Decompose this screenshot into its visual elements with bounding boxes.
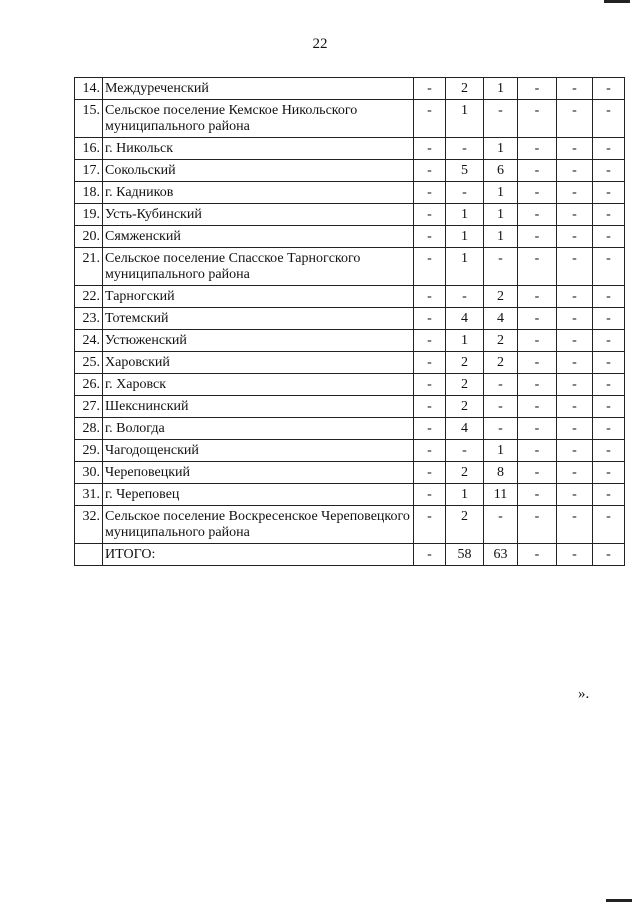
row-name: ИТОГО: bbox=[103, 544, 414, 566]
row-col-6: - bbox=[593, 226, 625, 248]
row-col-1: - bbox=[414, 352, 446, 374]
row-col-6: - bbox=[593, 418, 625, 440]
row-col-6: - bbox=[593, 248, 625, 286]
row-name: Харовский bbox=[103, 352, 414, 374]
row-name: Тотемский bbox=[103, 308, 414, 330]
row-col-4: - bbox=[518, 374, 557, 396]
row-col-1: - bbox=[414, 506, 446, 544]
row-col-4: - bbox=[518, 78, 557, 100]
row-col-5: - bbox=[557, 462, 593, 484]
table-row bbox=[75, 506, 625, 544]
row-col-4: - bbox=[518, 160, 557, 182]
row-col-6: - bbox=[593, 100, 625, 138]
row-col-2: 5 bbox=[446, 160, 484, 182]
row-col-2: - bbox=[446, 182, 484, 204]
row-col-4: - bbox=[518, 100, 557, 138]
row-col-5: - bbox=[557, 182, 593, 204]
row-number: 17. bbox=[75, 160, 103, 182]
row-number bbox=[75, 544, 103, 566]
row-col-1: - bbox=[414, 418, 446, 440]
row-col-4: - bbox=[518, 484, 557, 506]
row-col-5: - bbox=[557, 374, 593, 396]
row-col-3: 6 bbox=[484, 160, 518, 182]
row-name: Междуреченский bbox=[103, 78, 414, 100]
row-col-3: - bbox=[484, 374, 518, 396]
row-col-3: 1 bbox=[484, 78, 518, 100]
row-col-2: 1 bbox=[446, 248, 484, 286]
row-number: 22. bbox=[75, 286, 103, 308]
row-col-6: - bbox=[593, 374, 625, 396]
row-col-5: - bbox=[557, 160, 593, 182]
row-col-4: - bbox=[518, 182, 557, 204]
row-col-6: - bbox=[593, 544, 625, 566]
table-row bbox=[75, 100, 625, 138]
row-number: 16. bbox=[75, 138, 103, 160]
row-name: Сельское поселение Спасское Тарногского муниципального района bbox=[103, 248, 414, 286]
row-col-4: - bbox=[518, 440, 557, 462]
row-name: Шекснинский bbox=[103, 396, 414, 418]
row-col-1: - bbox=[414, 484, 446, 506]
row-name: Сельское поселение Воскресенское Череповецкого муниципального района bbox=[103, 506, 414, 544]
row-col-2: 2 bbox=[446, 374, 484, 396]
row-col-6: - bbox=[593, 182, 625, 204]
row-col-5: - bbox=[557, 440, 593, 462]
table-row bbox=[75, 204, 625, 226]
row-name: Череповецкий bbox=[103, 462, 414, 484]
row-col-5: - bbox=[557, 352, 593, 374]
table-row bbox=[75, 138, 625, 160]
row-name: Чагодощенский bbox=[103, 440, 414, 462]
row-col-2: 1 bbox=[446, 484, 484, 506]
row-col-3: 2 bbox=[484, 352, 518, 374]
row-col-4: - bbox=[518, 308, 557, 330]
table-row bbox=[75, 78, 625, 100]
table-row bbox=[75, 286, 625, 308]
row-col-5: - bbox=[557, 418, 593, 440]
row-name: г. Череповец bbox=[103, 484, 414, 506]
row-col-4: - bbox=[518, 330, 557, 352]
row-number: 21. bbox=[75, 248, 103, 286]
row-name: Тарногский bbox=[103, 286, 414, 308]
row-col-6: - bbox=[593, 286, 625, 308]
row-col-3: 1 bbox=[484, 182, 518, 204]
row-number: 18. bbox=[75, 182, 103, 204]
row-col-4: - bbox=[518, 462, 557, 484]
row-col-6: - bbox=[593, 484, 625, 506]
row-col-6: - bbox=[593, 396, 625, 418]
row-col-2: 1 bbox=[446, 100, 484, 138]
row-number: 26. bbox=[75, 374, 103, 396]
row-col-4: - bbox=[518, 286, 557, 308]
row-col-1: - bbox=[414, 440, 446, 462]
table-row bbox=[75, 330, 625, 352]
row-number: 25. bbox=[75, 352, 103, 374]
row-col-5: - bbox=[557, 506, 593, 544]
row-col-6: - bbox=[593, 204, 625, 226]
row-col-5: - bbox=[557, 396, 593, 418]
table-row bbox=[75, 160, 625, 182]
row-col-4: - bbox=[518, 226, 557, 248]
row-number: 24. bbox=[75, 330, 103, 352]
row-col-2: 2 bbox=[446, 506, 484, 544]
row-col-5: - bbox=[557, 204, 593, 226]
row-number: 14. bbox=[75, 78, 103, 100]
row-col-6: - bbox=[593, 160, 625, 182]
row-number: 19. bbox=[75, 204, 103, 226]
row-col-1: - bbox=[414, 462, 446, 484]
row-col-3: 4 bbox=[484, 308, 518, 330]
row-col-2: 4 bbox=[446, 308, 484, 330]
table-row bbox=[75, 374, 625, 396]
row-col-3: 2 bbox=[484, 286, 518, 308]
row-col-3: - bbox=[484, 418, 518, 440]
table-row bbox=[75, 182, 625, 204]
row-col-2: 1 bbox=[446, 330, 484, 352]
row-col-4: - bbox=[518, 396, 557, 418]
row-col-5: - bbox=[557, 308, 593, 330]
data-table bbox=[74, 77, 625, 566]
row-col-3: 1 bbox=[484, 204, 518, 226]
row-col-2: - bbox=[446, 286, 484, 308]
row-col-3: 11 bbox=[484, 484, 518, 506]
row-col-5: - bbox=[557, 138, 593, 160]
row-col-2: 1 bbox=[446, 204, 484, 226]
row-number: 27. bbox=[75, 396, 103, 418]
row-col-5: - bbox=[557, 484, 593, 506]
row-name: Сельское поселение Кемское Никольского муниципального района bbox=[103, 100, 414, 138]
row-col-4: - bbox=[518, 204, 557, 226]
row-name: г. Харовск bbox=[103, 374, 414, 396]
row-col-6: - bbox=[593, 462, 625, 484]
table-row bbox=[75, 418, 625, 440]
row-col-3: 1 bbox=[484, 440, 518, 462]
row-col-1: - bbox=[414, 226, 446, 248]
row-col-1: - bbox=[414, 544, 446, 566]
row-col-1: - bbox=[414, 286, 446, 308]
row-col-1: - bbox=[414, 374, 446, 396]
row-name: г. Кадников bbox=[103, 182, 414, 204]
row-col-1: - bbox=[414, 182, 446, 204]
row-col-6: - bbox=[593, 330, 625, 352]
row-number: 31. bbox=[75, 484, 103, 506]
row-col-6: - bbox=[593, 352, 625, 374]
table-row bbox=[75, 308, 625, 330]
row-col-2: 2 bbox=[446, 462, 484, 484]
table-row bbox=[75, 440, 625, 462]
table-row bbox=[75, 484, 625, 506]
row-col-4: - bbox=[518, 352, 557, 374]
table-row bbox=[75, 544, 625, 566]
row-col-3: 8 bbox=[484, 462, 518, 484]
row-col-1: - bbox=[414, 308, 446, 330]
row-number: 20. bbox=[75, 226, 103, 248]
row-col-5: - bbox=[557, 226, 593, 248]
row-col-1: - bbox=[414, 330, 446, 352]
page-number: 22 bbox=[312, 36, 328, 52]
row-col-3: - bbox=[484, 100, 518, 138]
row-col-3: - bbox=[484, 396, 518, 418]
row-col-4: - bbox=[518, 248, 557, 286]
row-col-1: - bbox=[414, 78, 446, 100]
row-number: 30. bbox=[75, 462, 103, 484]
row-col-5: - bbox=[557, 100, 593, 138]
table-row bbox=[75, 248, 625, 286]
closing-quote: ». bbox=[578, 686, 590, 702]
row-col-3: - bbox=[484, 248, 518, 286]
row-col-3: 1 bbox=[484, 226, 518, 248]
row-name: г. Никольск bbox=[103, 138, 414, 160]
row-col-2: 58 bbox=[446, 544, 484, 566]
row-number: 15. bbox=[75, 100, 103, 138]
row-col-4: - bbox=[518, 506, 557, 544]
row-col-2: - bbox=[446, 440, 484, 462]
row-col-6: - bbox=[593, 78, 625, 100]
row-number: 28. bbox=[75, 418, 103, 440]
row-col-5: - bbox=[557, 78, 593, 100]
row-col-2: 2 bbox=[446, 78, 484, 100]
row-col-5: - bbox=[557, 286, 593, 308]
row-col-6: - bbox=[593, 506, 625, 544]
row-col-3: 2 bbox=[484, 330, 518, 352]
row-name: Устюженский bbox=[103, 330, 414, 352]
row-col-4: - bbox=[518, 544, 557, 566]
row-col-1: - bbox=[414, 396, 446, 418]
row-col-2: 4 bbox=[446, 418, 484, 440]
row-col-1: - bbox=[414, 160, 446, 182]
row-col-6: - bbox=[593, 440, 625, 462]
row-col-5: - bbox=[557, 248, 593, 286]
table-row bbox=[75, 396, 625, 418]
row-col-6: - bbox=[593, 138, 625, 160]
row-col-1: - bbox=[414, 248, 446, 286]
row-number: 29. bbox=[75, 440, 103, 462]
row-col-4: - bbox=[518, 418, 557, 440]
row-name: Сямженский bbox=[103, 226, 414, 248]
row-col-3: 1 bbox=[484, 138, 518, 160]
row-col-6: - bbox=[593, 308, 625, 330]
row-col-1: - bbox=[414, 138, 446, 160]
row-col-3: - bbox=[484, 506, 518, 544]
table-row bbox=[75, 226, 625, 248]
row-name: Усть-Кубинский bbox=[103, 204, 414, 226]
row-number: 32. bbox=[75, 506, 103, 544]
row-name: Сокольский bbox=[103, 160, 414, 182]
row-name: г. Вологда bbox=[103, 418, 414, 440]
scan-mark-top bbox=[604, 0, 630, 3]
row-col-1: - bbox=[414, 100, 446, 138]
row-col-5: - bbox=[557, 544, 593, 566]
row-col-1: - bbox=[414, 204, 446, 226]
row-col-2: 1 bbox=[446, 226, 484, 248]
row-col-5: - bbox=[557, 330, 593, 352]
table-row bbox=[75, 352, 625, 374]
row-col-3: 63 bbox=[484, 544, 518, 566]
row-col-2: 2 bbox=[446, 396, 484, 418]
row-col-4: - bbox=[518, 138, 557, 160]
row-number: 23. bbox=[75, 308, 103, 330]
scan-mark-bottom bbox=[606, 899, 632, 902]
table-row bbox=[75, 462, 625, 484]
row-col-2: 2 bbox=[446, 352, 484, 374]
row-col-2: - bbox=[446, 138, 484, 160]
